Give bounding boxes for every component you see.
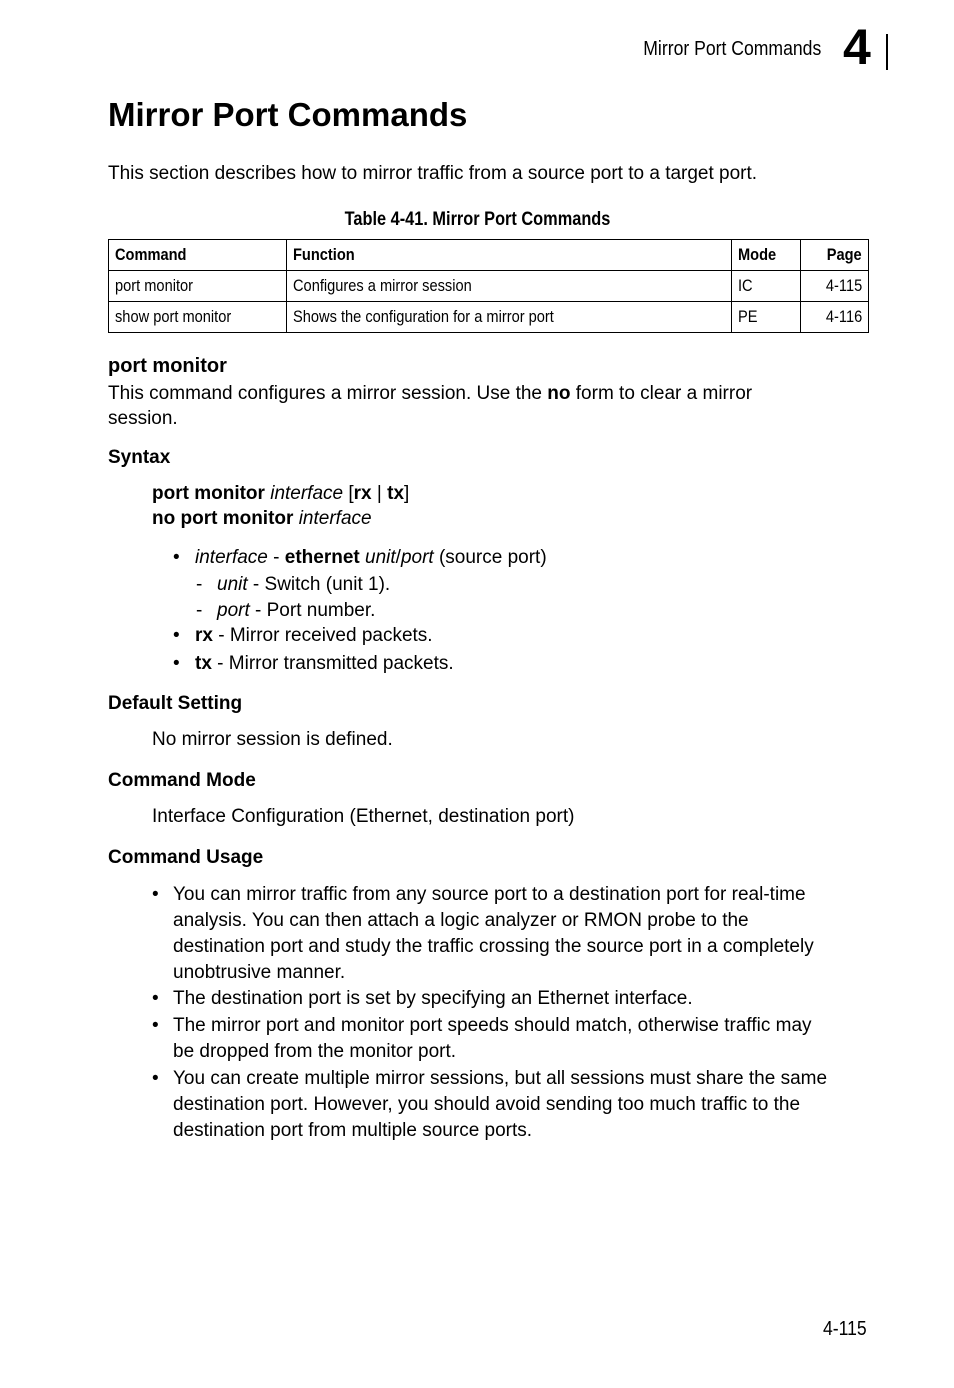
param-rx: • rx - Mirror received packets. [173,625,433,646]
param-unit: - unit - Switch (unit 1). [196,574,391,595]
command-description-line2: session. [108,408,178,429]
table-caption [0,209,954,231]
param-tx: • tx - Mirror transmitted packets. [173,653,454,674]
command-usage-heading: Command Usage [108,847,264,868]
command-mode-heading: Command Mode [108,770,256,791]
cell-function: Shows the configuration for a mirror port [286,302,731,333]
param-interface: • interface - ethernet unit/port (source port) [173,547,547,568]
cell-mode: IC [732,271,801,302]
cell-function: Configures a mirror session [286,271,731,302]
usage-item: • The mirror port and monitor port speeds should match, otherwise traffic may be dropped from the monitor port. [152,1015,812,1062]
command-mode-text: Interface Configuration (Ethernet, destination port) [152,806,575,827]
default-setting-text: No mirror session is defined. [152,729,393,750]
page-title: Mirror Port Commands [108,96,468,133]
column-header-page: Page [801,240,869,271]
usage-item: • You can create multiple mirror sessions, but all sessions must share the same destination port. However, you should avoid sending too much traffic to the destination port from multiple source ports. [152,1068,828,1141]
table-row [109,302,869,333]
commands-table [108,239,869,333]
chapter-number: 4 [843,19,871,75]
usage-item: • The destination port is set by specifying an Ethernet interface. [152,988,693,1009]
page-number: 4-115 [823,1318,867,1340]
table-caption-text: Table 4-41. Mirror Port Commands [344,209,610,230]
chapter-rule [886,34,888,70]
command-heading: port monitor [108,355,227,377]
syntax-line-1: port monitor interface [rx | tx] [152,483,410,504]
cell-mode: PE [732,302,801,333]
command-description: This command configures a mirror session. Use the no form to clear a mirror [108,383,753,404]
syntax-line-2: no port monitor interface [152,508,372,529]
default-setting-heading: Default Setting [108,693,243,714]
running-header-title: Mirror Port Commands [643,38,821,60]
usage-item: • You can mirror traffic from any source port to a destination port for real-time analysis. You can then attach a logic analyzer or RMON probe to the destination port and study the traffic crossing the source port in a completely unobtrusive manner. [152,884,814,983]
cell-command: show port monitor [109,302,287,333]
syntax-heading: Syntax [108,447,171,468]
column-header-function: Function [286,240,731,271]
cell-page: 4-115 [801,271,869,302]
cell-page: 4-116 [801,302,869,333]
column-header-command: Command [109,240,287,271]
column-header-mode: Mode [732,240,801,271]
table-header-row [109,240,869,271]
cell-command: port monitor [109,271,287,302]
intro-paragraph: This section describes how to mirror traffic from a source port to a target port. [108,163,758,184]
param-port: - port - Port number. [196,600,376,621]
table-row [109,271,869,302]
